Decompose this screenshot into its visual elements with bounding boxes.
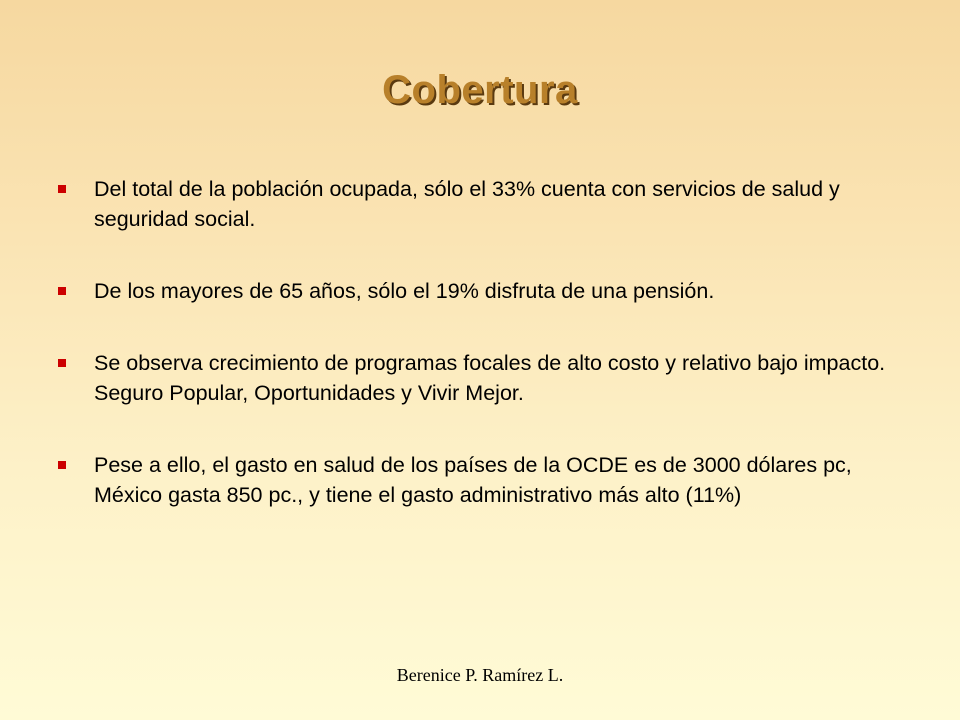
bullet-text: Se observa crecimiento de programas focales de alto costo y relativo bajo impacto. Seguro Popular, Oportunidades y Vivir Mejor.	[94, 351, 886, 405]
bullet-item	[56, 348, 916, 408]
bullet-item	[56, 450, 916, 510]
slide-footer-author: Berenice P. Ramírez L.	[396, 665, 564, 685]
bullet-list	[56, 174, 916, 552]
bullet-text: Del total de la población ocupada, sólo el 33% cuenta con servicios de salud y seguridad social.	[94, 177, 840, 231]
bullet-text: Pese a ello, el gasto en salud de los países de la OCDE es de 3000 dólares pc, México gasta 850 pc., y tiene el gasto administrativo más alto (11%)	[94, 453, 852, 507]
square-bullet-icon	[58, 359, 66, 367]
slide-title: Cobertura	[382, 68, 578, 112]
square-bullet-icon	[58, 185, 66, 193]
bullet-item	[56, 174, 916, 234]
square-bullet-icon	[58, 461, 66, 469]
square-bullet-icon	[58, 287, 66, 295]
bullet-item	[56, 276, 916, 306]
bullet-text: De los mayores de 65 años, sólo el 19% disfruta de una pensión.	[94, 279, 715, 303]
